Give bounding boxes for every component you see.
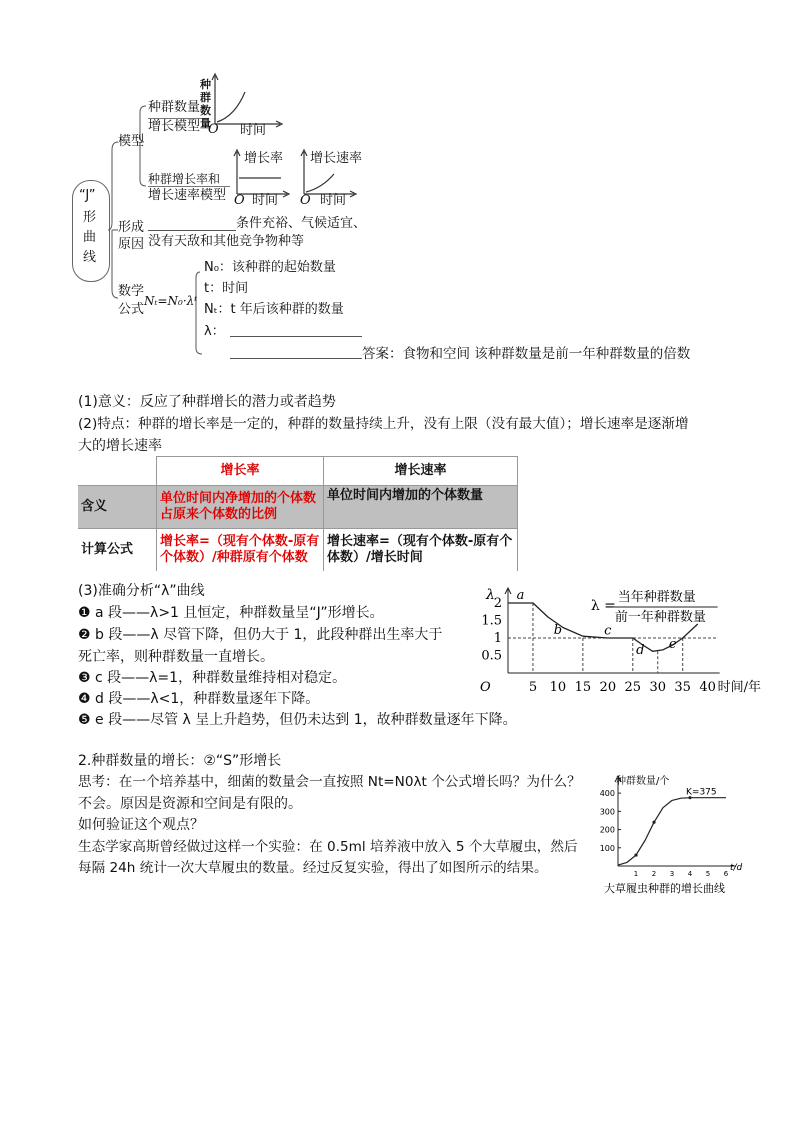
- lambda-item: ❺ e 段——尽管 λ 呈上升趋势，但仍未达到 1，故种群数量逐年下降。: [78, 712, 517, 728]
- chart-caption: 大草履虫种群的增长曲线: [604, 882, 725, 895]
- s-question-2: 如何验证这个观点？: [78, 817, 204, 833]
- y-tick-label: 100: [599, 843, 615, 853]
- y-tick-label: 1.5: [481, 613, 502, 629]
- graph3-origin: O: [300, 193, 311, 208]
- x-tick-label: 5: [705, 870, 711, 878]
- lambda-item: ❷ b 段——λ 尽管下降，但仍大于 1，此段种群出生率大于: [78, 627, 443, 643]
- formula: Nₜ=N₀·λᵗ: [144, 294, 198, 308]
- y-tick-label: 0.5: [481, 648, 502, 664]
- var-lambda: λ：: [204, 324, 225, 339]
- cause-text-1: 条件充裕、气候适宜、: [236, 216, 367, 231]
- x-tick-label: 4: [687, 870, 693, 878]
- s-paragraph-1: 生态学家高斯曾经做过这样一个实验：在 0.5ml 培养液中放入 5 个大草履虫，然后: [78, 839, 578, 855]
- table-row-label: 计算公式: [78, 529, 157, 572]
- segment-label: a: [516, 587, 525, 603]
- model1-line1: 种群数量: [148, 100, 201, 115]
- x-tick-label: 15: [574, 680, 592, 695]
- table-header-growth-speed: 增长速率: [324, 457, 518, 486]
- table-row: [78, 529, 518, 572]
- s-answer-1: 不会。原因是资源和空间是有限的。: [78, 796, 302, 812]
- y-tick-label: 300: [599, 807, 615, 817]
- table-row: [78, 486, 518, 529]
- s-curve-chart: [594, 770, 754, 900]
- graph1-xlabel: 时间: [240, 123, 267, 138]
- model1-underline: [148, 118, 208, 119]
- s-series-line: [618, 798, 726, 865]
- table-header-empty: [78, 457, 157, 486]
- answer-text: 答案：食物和空间 该种群数量是前一年种群数量的倍数: [362, 346, 691, 362]
- table-cell: 增长速率=（现有个体数-原有个体数）/增长时间: [324, 529, 518, 572]
- s-paragraph-2: 每隔 24h 统计一次大草履虫的数量。经过反复实验，得出了如图所示的结果。: [78, 860, 548, 876]
- cause-label-1: 形成: [118, 220, 145, 235]
- data-point: [634, 853, 637, 856]
- table-cell: 增长率=（现有个体数-原有个体数）/种群原有个体数: [157, 529, 324, 572]
- y-tick-label: 2: [493, 596, 502, 611]
- lambda-item: 死亡率，则种群数量一直增长。: [78, 649, 274, 665]
- data-point: [652, 821, 655, 824]
- root-char-3: 线: [83, 250, 97, 265]
- model2-line2: 增长速率模型: [148, 188, 227, 203]
- table-cell: 单位时间内净增加的个体数占原来个体数的比例: [157, 486, 324, 529]
- s-section-title: 2.种群数量的增长：②“S”形增长: [78, 753, 282, 769]
- cause-label-2: 原因: [118, 237, 145, 252]
- var-t: t：时间: [204, 281, 249, 296]
- lambda-blank: [230, 336, 362, 337]
- root-char-2: 曲: [83, 230, 97, 245]
- graph2-xlabel: 时间: [252, 193, 279, 208]
- y-tick-label: 200: [599, 825, 615, 835]
- graph2-origin: O: [234, 193, 245, 208]
- x-tick-label: 5: [528, 680, 538, 695]
- para-significance: (1)意义：反应了种群增长的潜力或者趋势: [78, 394, 336, 410]
- segment-label: e: [668, 636, 677, 652]
- x-tick-label: 3: [669, 870, 675, 878]
- root-quote: “J”: [79, 188, 96, 203]
- k-annotation: K=375: [686, 787, 717, 798]
- comparison-table: [78, 456, 518, 571]
- graph3-ylabel: 增长速率: [310, 151, 363, 166]
- para-features-1: (2)特点：种群的增长率是一定的，种群的数量持续上升，没有上限（没有最大值）；增长速率是逐渐增: [78, 416, 689, 432]
- segment-label: d: [636, 642, 645, 658]
- x-tick-label: 30: [649, 680, 667, 695]
- var-n0: N₀：该种群的起始数量: [204, 260, 336, 275]
- lambda-chart: [470, 585, 762, 700]
- y-axis-label: 种群数量/个: [616, 776, 670, 787]
- graph1-ylabel: 种群数量: [200, 78, 211, 130]
- x-tick-label: 40: [699, 680, 716, 695]
- root-char-1: 形: [83, 210, 97, 225]
- model2-line1: 种群增长率和: [148, 172, 221, 186]
- answer-blank: [230, 358, 362, 359]
- formula-lhs: λ =: [590, 598, 616, 614]
- y-tick-label: 1: [493, 631, 502, 646]
- segment-label: c: [604, 623, 612, 639]
- math-label-1: 数学: [118, 284, 145, 299]
- lambda-title: (3)准确分析“λ”曲线: [78, 583, 205, 599]
- x-tick-label: 20: [599, 680, 617, 695]
- var-nt: Nₜ：t 年后该种群的数量: [204, 302, 344, 317]
- table-cell: 单位时间内增加的个体数量: [324, 486, 518, 529]
- origin-label: O: [480, 680, 491, 695]
- graph3-xlabel: 时间: [320, 193, 347, 208]
- cause-text-2: 没有天敌和其他竞争物种等: [148, 234, 305, 249]
- y-axis-label: λ: [486, 587, 495, 603]
- x-tick-label: 2: [651, 870, 657, 878]
- lambda-item: ❸ c 段——λ=1，种群数量维持相对稳定。: [78, 670, 347, 686]
- x-tick-label: 1: [633, 870, 639, 878]
- x-tick-label: 25: [624, 680, 642, 695]
- x-axis-label: 时间/年: [717, 680, 762, 695]
- y-tick-label: 400: [599, 789, 615, 799]
- formula-numerator: 当年种群数量: [617, 590, 696, 605]
- model2-underline: [148, 186, 230, 187]
- model-label: 模型: [118, 134, 145, 149]
- x-tick-label: 10: [549, 680, 567, 695]
- model1-line2: 增长模型: [148, 119, 201, 134]
- para-features-2: 大的增长速率: [78, 438, 162, 454]
- s-question-1: 思考：在一个培养基中，细菌的数量会一直按照 Nt=N0λt 个公式增长吗？为什么？: [78, 774, 581, 790]
- table-header-growth-rate: 增长率: [157, 457, 324, 486]
- segment-label: b: [553, 622, 563, 638]
- x-tick-label: 6: [723, 870, 729, 878]
- cause-blank: [148, 230, 236, 231]
- table-row-label: 含义: [78, 486, 157, 529]
- graph1-origin: O: [208, 122, 219, 137]
- graph2-ylabel: 增长率: [244, 151, 284, 166]
- lambda-item: ❶ a 段——λ>1 且恒定，种群数量呈“J”形增长。: [78, 605, 384, 621]
- formula-denominator: 前一年种群数量: [614, 610, 706, 625]
- lambda-item: ❹ d 段——λ<1，种群数量逐年下降。: [78, 691, 320, 707]
- math-label-2: 公式: [118, 302, 145, 317]
- x-axis-label: t/d: [730, 863, 743, 873]
- x-tick-label: 35: [674, 680, 691, 695]
